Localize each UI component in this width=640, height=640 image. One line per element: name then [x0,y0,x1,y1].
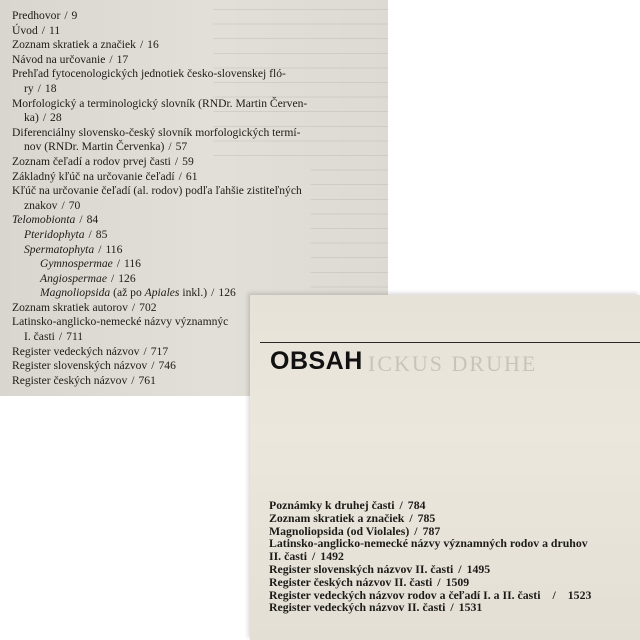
toc-entry-page: 57 [175,140,188,154]
toc-separator: / [61,198,65,212]
toc-entry-page: 126 [218,286,236,300]
toc-entry-title-cont: znakov [24,198,58,212]
toc-separator: / [450,600,454,615]
toc-entry-page: 746 [158,359,176,373]
toc-entry-page: 702 [139,300,157,314]
toc-entry-page: 1492 [320,549,344,564]
toc-separator: / [64,9,68,22]
toc-entry-title-cont: II. časti [269,549,308,564]
toc-entry-page: 1523 [567,587,592,602]
toc-separator: / [41,23,45,37]
toc-entry-title: Poznámky k druhej časti [269,498,395,512]
toc-separator: / [58,330,63,344]
toc-entry-title: Diferenciálny slovensko-český slovník morfologických termí- [12,125,301,139]
toc-list-part-two [269,499,639,614]
toc-separator: / [143,344,147,358]
toc-entry-title-cont: ry [24,81,34,95]
toc-entry-title: Telomobionta [12,213,76,227]
toc-entry-continuation[interactable] [12,111,384,126]
toc-entry-page: 784 [407,498,426,512]
toc-entry[interactable] [12,213,384,228]
toc-entry[interactable] [12,170,384,185]
toc-entry-title-cont: I. časti [24,330,55,344]
toc-entry-title: Register vedeckých názvov II. časti [269,600,446,615]
toc-entry-title: Zoznam skratiek autorov [12,300,128,314]
toc-entry-page: 1531 [458,600,483,615]
toc-page-part-two [250,295,640,640]
toc-entry-title: Register českých názvov II. časti [269,574,433,589]
toc-separator: / [552,587,556,602]
toc-entry-title: Angiospermae [40,271,107,285]
toc-separator: / [98,242,102,256]
toc-separator: / [151,359,155,373]
toc-separator: / [399,498,403,512]
toc-entry-continuation[interactable] [12,140,384,155]
toc-entry-title: Magnoliopsida (od Violales) [269,523,410,538]
toc-entry-page: 116 [124,257,141,271]
toc-entry[interactable] [12,243,384,258]
toc-entry-title: Register slovenských názvov [12,359,148,373]
toc-entry-title: Zoznam skratiek a značiek [269,510,405,525]
toc-separator: / [458,561,462,576]
toc-entry-title-end: inkl.) [179,286,208,300]
toc-separator: / [131,300,136,314]
toc-entry[interactable] [12,257,384,272]
toc-entry-page: 1509 [445,574,470,589]
toc-entry[interactable] [12,9,384,24]
toc-entry-page: 711 [66,330,84,344]
toc-separator: / [211,286,215,300]
toc-entry-title: Spermatophyta [24,242,95,256]
toc-entry-title: Morfologický a terminologický slovník (RNDr. Martin Červen- [12,96,308,110]
toc-entry[interactable] [12,126,384,141]
toc-separator: / [437,574,441,589]
toc-entry-page: 59 [182,154,194,168]
toc-entry-page: 1495 [466,561,491,576]
toc-entry[interactable] [12,24,384,39]
toc-separator: / [312,549,316,564]
toc-entry-page: 17 [116,52,129,66]
toc-entry-continuation[interactable] [12,199,384,214]
toc-entry-page: 18 [44,81,57,95]
toc-entry-title: Register vedeckých názvov [12,344,140,358]
toc-entry-page: 9 [71,9,78,22]
toc-entry-title: Pteridophyta [24,227,85,241]
toc-separator: / [139,38,144,52]
toc-entry[interactable] [12,155,384,170]
toc-entry-title: Prehľad fytocenologických jednotiek česko-slovenskej fló- [12,67,286,81]
toc-entry-page: 61 [185,169,198,183]
toc-entry-title-cont: nov (RNDr. Martin Červenka) [24,140,165,154]
toc-entry-page: 116 [105,242,123,256]
page-title: OBSAH [270,347,363,375]
toc-entry-title: Návod na určovanie [12,52,106,66]
toc-entry[interactable] [12,38,384,53]
toc-separator: / [168,140,172,154]
toc-entry-title-italic: Apiales [144,286,180,300]
toc-entry-page: 85 [95,227,108,241]
toc-entry[interactable] [12,184,384,199]
toc-entry-page: 787 [422,523,441,538]
toc-separator: / [88,227,92,241]
toc-entry-page: 70 [68,198,81,212]
toc-entry[interactable] [12,53,384,68]
toc-entry-title: Register českých názvov [12,373,128,387]
toc-entry-page: 84 [86,213,99,227]
toc-separator: / [174,154,179,168]
toc-entry-page: 761 [138,373,156,387]
toc-entry-title: Magnoliopsida [40,286,111,300]
toc-entry-page: 11 [49,23,61,37]
bleed-through-heading: ICKUS DRUHE [368,351,538,376]
toc-separator: / [42,111,47,125]
toc-entry[interactable] [12,97,384,112]
toc-separator: / [414,523,418,538]
toc-entry-title: Latinsko-anglicko-nemecké názvy významnýc [12,315,229,329]
toc-entry[interactable] [12,67,384,82]
toc-entry-page: 126 [118,271,136,285]
toc-entry-title: Register slovenských názvov II. časti [269,561,454,576]
toc-entry[interactable] [12,228,384,243]
toc-entry-page: 28 [50,111,62,125]
toc-separator: / [37,81,41,95]
toc-entry-title: Úvod [12,23,38,37]
toc-entry[interactable] [12,272,384,287]
toc-entry-page: 785 [417,510,436,525]
toc-separator: / [409,510,413,525]
toc-entry-title-cont: ka) [24,111,39,125]
toc-entry-title: Zoznam skratiek a značiek [12,38,136,52]
toc-entry-continuation[interactable] [12,82,384,97]
toc-separator: / [110,271,115,285]
toc-separator: / [109,52,113,66]
toc-entry-title: Základný kľúč na určovanie čeľadí [12,169,175,183]
toc-separator: / [116,257,121,271]
header-rule [260,342,640,343]
toc-entry-title: Kľúč na určovanie čeľadí (al. rodov) podľa ľahšie zistiteľných [12,184,302,198]
toc-entry-title-mid: (až po [110,286,145,300]
toc-entry-page: 717 [150,344,169,358]
toc-separator: / [131,373,135,387]
toc-separator: / [178,169,182,183]
toc-entry-title: Latinsko-anglicko-nemecké názvy významných rodov a druhov [269,536,588,551]
toc-entry-title: Register vedeckých názvov rodov a čeľadí I. a II. časti [269,587,541,602]
toc-entry-page: 16 [147,38,159,52]
toc-entry-title: Gymnospermae [40,257,113,271]
toc-entry[interactable] [269,601,639,614]
toc-entry-title: Predhovor [12,9,61,22]
toc-entry-title: Zoznam čeľadí a rodov prvej časti [12,154,171,168]
toc-separator: / [79,213,83,227]
